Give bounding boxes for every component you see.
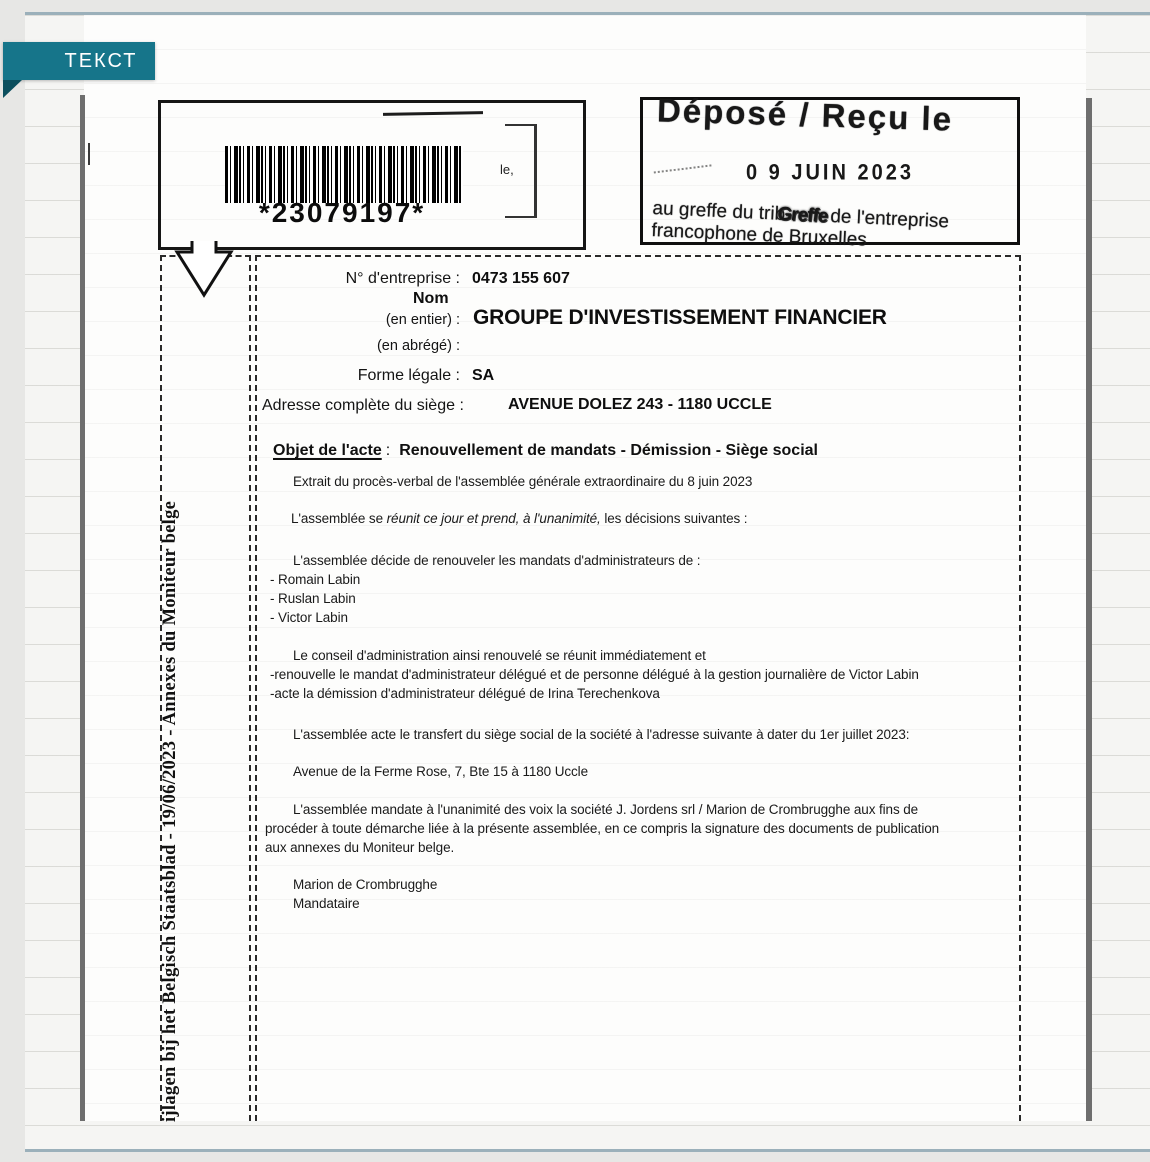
tab-tekst[interactable]: [3, 42, 155, 80]
bracket-mark: [505, 124, 537, 218]
signature-role: Mandataire: [293, 896, 360, 911]
stamp-line1-before: au greffe du trib: [652, 198, 786, 226]
name-full-label: (en entier) :: [385, 312, 460, 328]
stamp-line1-after: de l'entreprise: [824, 205, 950, 233]
paragraph-council: [270, 646, 919, 703]
legal-form-label: Forme légale :: [357, 367, 460, 384]
deposit-stamp: [640, 91, 1020, 251]
mandate-line: L'assemblée mandate à l'unanimité des voix la société J. Jordens srl / Marion de Crombrugghe aux fins de: [293, 802, 919, 817]
act-object-line: [273, 442, 818, 460]
director-item: - Ruslan Labin: [270, 591, 356, 606]
director-item: - Romain Labin: [270, 572, 361, 587]
council-line: Le conseil d'administration ainsi renouvelé se réunit immédiatement et: [293, 648, 706, 663]
paragraph-extract: Extrait du procès-verbal de l'assemblée générale extraordinaire du 8 juin 2023: [293, 474, 753, 489]
barcode-number: *23079197*: [258, 197, 426, 228]
renewal-intro: L'assemblée décide de renouveler les mandats d'administrateurs de :: [293, 553, 701, 568]
decisions-italic: réunit ce jour et prend, à l'unanimité,: [386, 511, 601, 526]
scan-edge-bar-right: [1086, 98, 1092, 1121]
scan-edge-bar-left: [80, 95, 85, 1121]
stamp-line2: francophone de Bruxelles: [651, 219, 868, 251]
council-line: -acte la démission d'administrateur délégué de Irina Terechenkova: [270, 686, 660, 701]
enterprise-number-label: N° d'entreprise :: [345, 270, 460, 287]
mandate-line: aux annexes du Moniteur belge.: [265, 840, 455, 855]
paragraph-transfer: L'assemblée acte le transfert du siège social de la société à l'adresse suivante à dater du 1er juillet 2023:: [293, 727, 910, 742]
address-label: Adresse complète du siège :: [262, 397, 464, 414]
council-line: -renouvelle le mandat d'administrateur délégué et de personne délégué à la gestion journalière de Victor Labin: [270, 667, 919, 682]
paragraph-renewal: [270, 551, 700, 627]
stamp-greffe-overlay: Greffe: [775, 203, 829, 227]
company-name-value: GROUPE D'INVESTISSEMENT FINANCIER: [473, 306, 887, 329]
barcode-image: [225, 146, 463, 203]
act-object-title: Renouvellement de mandats - Démission - Siège social: [399, 442, 818, 459]
signature-block: [293, 875, 437, 913]
tab-tekst-label: ТЕКСТ: [64, 49, 138, 72]
act-object-label: Objet de l'acte: [273, 442, 382, 459]
paragraph-new-address: Avenue de la Ferme Rose, 7, Bte 15 à 1180 Uccle: [293, 764, 588, 779]
signature-name: Marion de Crombrugghe: [293, 877, 438, 892]
paragraph-decisions: [291, 509, 747, 528]
name-label: Nom: [413, 290, 449, 307]
address-value: AVENUE DOLEZ 243 - 1180 UCCLE: [508, 396, 772, 413]
tab-fold-corner: [3, 80, 22, 98]
moniteur-belge-vertical-text: ijlagen bij het Belgisch Staatsblad - 19/06/2023 - Annexes du Moniteur belge: [160, 500, 180, 1122]
name-abbr-label: (en abrégé) :: [376, 338, 460, 354]
down-arrow-icon: [174, 240, 234, 300]
stamp-date: 0 9 JUIN 2023: [746, 160, 914, 186]
director-item: - Victor Labin: [270, 610, 348, 625]
stamp-title: Déposé / Reçu le: [656, 91, 954, 138]
act-object-colon: :: [385, 442, 391, 459]
legal-form-value: SA: [472, 367, 495, 384]
barcode-le-label: le,: [500, 162, 514, 177]
decisions-start: L'assemblée se: [291, 511, 387, 526]
enterprise-number-value: 0473 155 607: [472, 270, 570, 287]
paragraph-mandate: [265, 800, 939, 857]
decisions-end: les décisions suivantes :: [600, 511, 748, 526]
scan-artifact-tick: [88, 143, 90, 165]
mandate-line: procéder à toute démarche liée à la présente assemblée, en ce compris la signature des documents de publication: [265, 821, 940, 836]
